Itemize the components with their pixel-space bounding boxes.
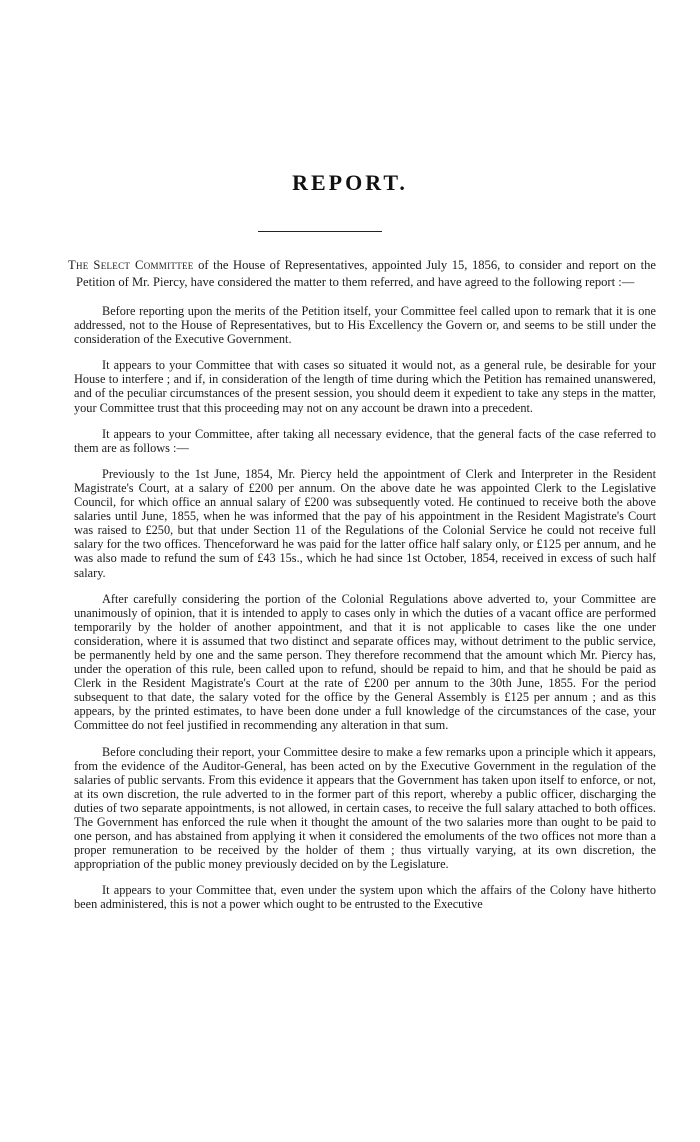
- page-title: REPORT.: [292, 170, 408, 195]
- paragraph-principle: Before concluding their report, your Committee desire to make a few remarks upon a principle which it appears, from the evidence of the Auditor-General, has been acted on by the Executive Government in the regulation of the salaries of public servants. From this evidence it appears that the Government has taken upon itself to enforce, or not, at its own discretion, the rule adverted to in the former part of this report, whereby a public officer, discharging the duties of two separate appointments, is not allowed, in certain cases, to receive the full salary attached to both offices. The Government has enforced the rule when it thought the amount of the two salaries more than ought to be paid to one person, and has abstained from applying it when it considered the emoluments of the two offices not more than a proper remuneration to be received by the holder of them ; thus virtually varying, at its own discretion, the appropriation of the public money previously decided on by the Legislature.: [74, 744, 656, 872]
- paragraph-conclusion: It appears to your Committee that, even under the system upon which the affairs of the Colony have hitherto been administered, this is not a power which ought to be entrusted to the Executive: [74, 883, 656, 912]
- report-body: [68, 257, 656, 924]
- paragraph-preliminary-remark: Before reporting upon the merits of the Petition itself, your Committee feel called upon to remark that it is one addressed, not to the House of Representatives, but to His Excellency the Govern or, and seems to be still under the consideration of the Executive Government.: [74, 304, 656, 347]
- paragraph-recommendation: After carefully considering the portion of the Colonial Regulations above adverted to, your Committee are unanimously of opinion, that it is intended to apply to cases only in which the duties of a vacant office are performed temporarily by the holder of another appointment, and that it is not applicable to cases like the one under consideration, where it is assumed that two distinct and separate offices may, without detriment to the public service, be permanently held by one and the same person. They therefore recommend that the amount which Mr. Piercy has, under the operation of this rule, been called upon to refund, should be repaid to him, and that he should be paid as Clerk in the Resident Magistrate's Court at the rate of £200 per annum to the 30th June, 1855. For the period subsequent to that date, the salary voted for the office by the General Assembly is £125 per annum ; and as this appears, by the printed estimates, to have been done under a full knowledge of the circumstances of the case, your Committee do not feel justified in recommending any alteration in that sum.: [74, 591, 656, 733]
- intro-lead: The Select Committee: [68, 258, 194, 272]
- intro-paragraph: [68, 257, 656, 291]
- paragraph-general-facts: It appears to your Committee, after taking all necessary evidence, that the general facts of the case referred to them are as follows :—: [74, 426, 656, 455]
- intro-text: of the House of Representatives, appointed July 15, 1856, to consider and report on the Petition of Mr. Piercy, have considered the matter to them referred, and have agreed to the following report :—: [76, 258, 656, 289]
- paragraph-salary-history: Previously to the 1st June, 1854, Mr. Piercy held the appointment of Clerk and Interpreter in the Resident Magistrate's Court, at a salary of £200 per annum. On the above date he was appointed Clerk to the Legislative Council, for which office an annual salary of £200 was subsequently voted. He continued to receive both the above salaries until June, 1855, when he was informed that the pay of his appointment in the Resident Magistrate's Court was raised to £250, but that under Section 11 of the Regulations of the Colonial Service he could not receive full salary for the two offices. Thenceforward he was paid for the latter office half salary only, or £125 per annum, and he was also made to refund the sum of £43 15s., which he had since 1st October, 1854, received in excess of such half salary.: [74, 466, 656, 580]
- paragraph-interference: It appears to your Committee that with cases so situated it would not, as a general rule, be desirable for your House to interfere ; and if, in consideration of the length of time during which the Petition has remained unanswered, and of the peculiar circumstances of the present session, you should deem it expedient to take any steps in the matter, your Committee trust that this proceeding may not on any account be drawn into a precedent.: [74, 358, 656, 415]
- title-divider: [258, 231, 382, 232]
